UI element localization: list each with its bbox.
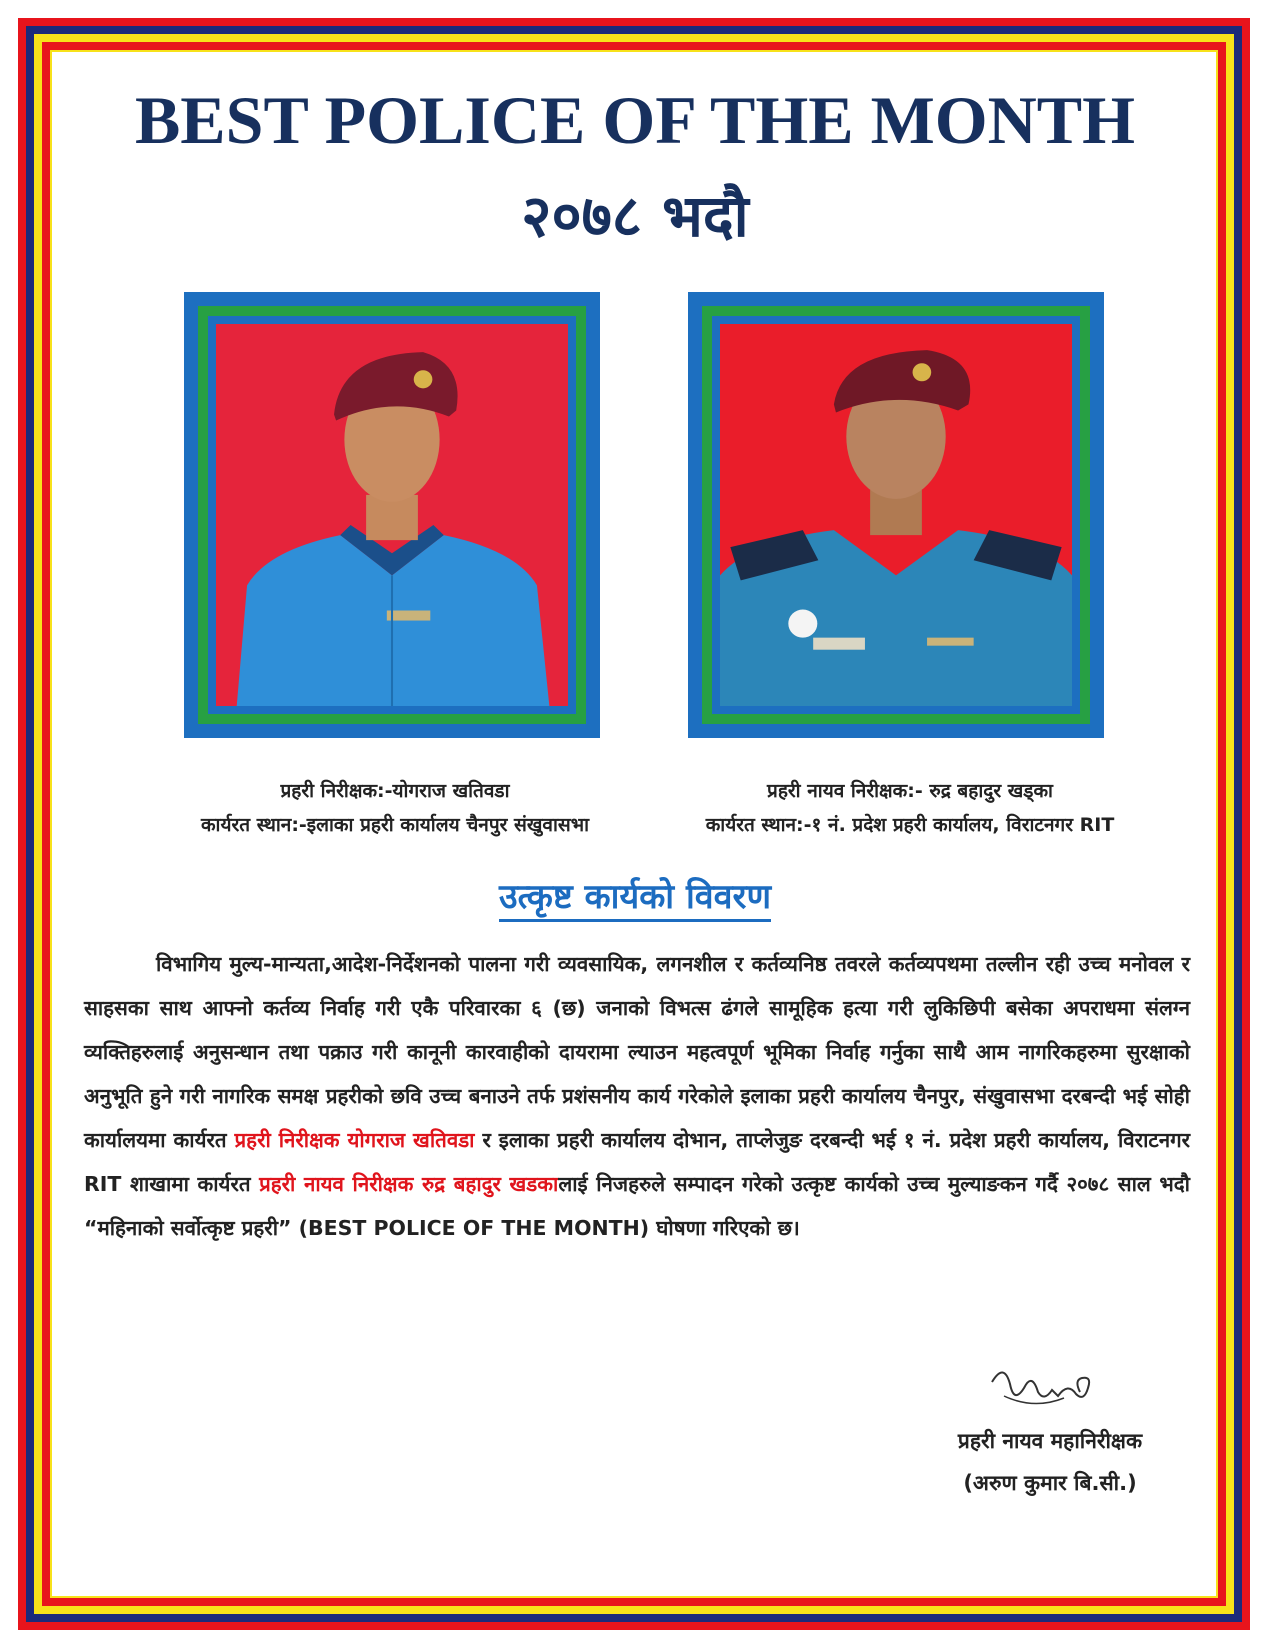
citation-text-part-3: लाई निजहरुले सम्पादन गरेको उत्कृष्ट कार्यको उच्च मुल्याङकन गर्दै २०७८ साल भदौ “महिनाको सर्वोत्कृष्ट प्रहरी” (BEST POLICE OF THE MONTH) घोषणा गरिएको छ। (84, 1172, 1190, 1240)
officer-1-title: प्रहरी निरीक्षक:-योगराज खतिवडा (280, 780, 510, 802)
officer-2-title: प्रहरी नायव निरीक्षक:- रुद्र बहादुर खड्का (767, 780, 1053, 802)
citation-highlight-officer-1: प्रहरी निरीक्षक योगराज खतिवडा (234, 1128, 475, 1152)
citation-highlight-officer-2: प्रहरी नायव निरीक्षक रुद्र बहादुर खडका (259, 1172, 559, 1196)
officer-photo-1 (216, 324, 568, 706)
section-heading (60, 872, 1210, 922)
officer-caption-2 (650, 774, 1170, 842)
signatory-block (900, 1420, 1200, 1504)
officer-photo-2 (720, 324, 1072, 706)
section-heading-text: उत्कृष्ट कार्यको विवरण (499, 877, 771, 922)
citation-paragraph (84, 942, 1190, 1250)
signatory-name: (अरुण कुमार बि.सी.) (963, 1471, 1137, 1495)
officer-1-posting: कार्यरत स्थान:-इलाका प्रहरी कार्यालय चैनपुर संखुवासभा (200, 814, 590, 836)
officer-photo-frame-1 (184, 292, 600, 738)
page-title: BEST POLICE OF THE MONTH (134, 82, 1136, 158)
citation-text-part-1: विभागिय मुल्य-मान्यता,आदेश-निर्देशनको पालना गरी व्यवसायिक, लगनशील र कर्तव्यनिष्ठ तवरले कर्तव्यपथमा तल्लीन रही उच्च मनोवल र साहसका साथ आफ्नो कर्तव्य निर्वाह गरी एकै परिवारका ६ (छ) जनाको विभत्स ढंगले सामूहिक हत्या गरी लुकिछिपी बसेका अपराधमा संलग्न व्यक्तिहरुलाई अनुसन्धान तथा पक्राउ गरी कानूनी कारवाहीको दायरामा ल्याउन महत्वपूर्ण भूमिका निर्वाह गर्नुका साथै आम नागरिकहरुमा सुरक्षाको अनुभूति हुने गरी नागरिक समक्ष प्रहरीको छवि उच्च बनाउने तर्फ प्रशंसनीय कार्य गरेकोले इलाका प्रहरी कार्यालय चैनपुर, संखुवासभा दरबन्दी भई सोही कार्यालयमा कार्यरत (84, 952, 1190, 1152)
officer-2-posting: कार्यरत स्थान:-१ नं. प्रदेश प्रहरी कार्यालय, विराटनगर RIT (705, 814, 1115, 836)
signature (984, 1352, 1104, 1416)
page-subtitle-date: २०७८ भदौ (521, 182, 749, 250)
citation-text-part-2: र इलाका प्रहरी कार्यालय दोभान, ताप्लेजुङ दरबन्दी भई १ नं. प्रदेश प्रहरी कार्यालय, विराटनगर RIT शाखामा कार्यरत (84, 1128, 1191, 1196)
officer-caption-1 (140, 774, 650, 842)
signatory-designation: प्रहरी नायव महानिरीक्षक (957, 1429, 1143, 1453)
officer-photo-frame-2 (688, 292, 1104, 738)
